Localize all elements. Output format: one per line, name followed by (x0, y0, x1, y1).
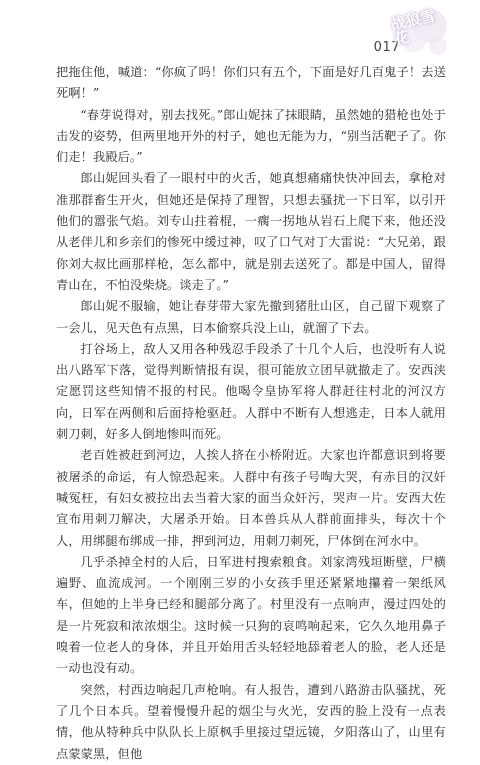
paragraph: 把拖住他，喊道：“你疯了吗！你们只有五个，下面是好几百鬼子！去送死啊！” (56, 65, 446, 101)
paragraph: 郎山妮不服输，她让春芽带大家先撤到猪肚山区，自己留下观察了一会儿，见天色有点黑，日本偷察兵没上山，就溜了下去。 (56, 299, 446, 335)
page-number: 017 (373, 40, 400, 55)
brand-logo (389, 6, 452, 62)
paragraph: 打谷场上，敌人又用各种残忍手段杀了十几个人后，也没听有人说出八路军下落，觉得判断情报有误，很可能放立团早就撤走了。安西浃定愿罚这些知情不报的村民。他喝令皇协军将人群赶往村北的河汉方向，日军在两侧和后面持枪驱赶。人群中不断有人想逃走，日本人就用刺刀刺，好多人倒地惨叫而死。 (56, 341, 446, 442)
paragraph: 几乎杀掉全村的人后，日军进村搜索粮食。刘家湾残垣断壁，尸横遍野、血流成河。一个刚刚三岁的小女孩手里还紧紧地攥着一架纸风车，但她的上半身已经和腿部分离了。村里没有一点响声，漫过四处的是一片死寂和浓浓烟尘。这时候一只狗的哀鸣响起来，它久久地用鼻子嗅着一位老人的身体，并且开始用舌头轻轻地舔着老人的脸，老人还是一动也没有动。 (56, 554, 446, 676)
paragraph: 老百姓被赶到河边，人挨人挤在小桥附近。大家也许都意识到将要被屠杀的命运，有人惊恐起来。人群中有孩子号啕大哭，有赤目的汉奸喊冤枉，有妇女被拉出去当着大家的面当众奸污，哭声一片。安西大佐宣布用刺刀解决，大屠杀开始。日本兽兵从人群前面排头，每次十个人，用绑腿布绑成一排，押到河边，用刺刀刺死，尸体倒在河水中。 (56, 448, 446, 548)
chapter-body (56, 62, 446, 765)
page-header (342, 6, 452, 62)
paragraph: 郎山妮回头看了一眼村中的火舌，她真想痛痛快快冲回去，拿枪对准那群畜生开火，但她还是保持了理智，只想去骚扰一下日军，以引开他们的嚣张气焰。刘专山拄着棍，一瘸一拐地从岩石上爬下来，他还没从老伴儿和乡亲们的惨死中缓过神，叹了口气对丁大雷说：“大兄弟，跟你刘大叔比画那样枪，怎么都中，就是别去送死了。都是中国人，留得青山在，不怕没柴烧。谈走了。” (56, 171, 446, 292)
paragraph: 突然，村西边响起几声枪响。有人报告，遭到八路游击队骚扰，死了几个日本兵。望着慢慢升起的烟尘与火光，安西的脸上没有一点表情，他从特种兵中队队长上原枫手里接过望远镜，夕阳落山了，山里有点蒙蒙黑，但他 (56, 682, 446, 761)
brand-logo-text: 战狼雪花 (389, 6, 437, 49)
paragraph: “春芽说得对，别去找死。”郎山妮抹了抹眼睛，虽然她的猎枪也处于击发的姿势，但两里地开外的村子，她也无能为力，“别当活靶子了。你们走！我殿后。” (56, 107, 446, 165)
